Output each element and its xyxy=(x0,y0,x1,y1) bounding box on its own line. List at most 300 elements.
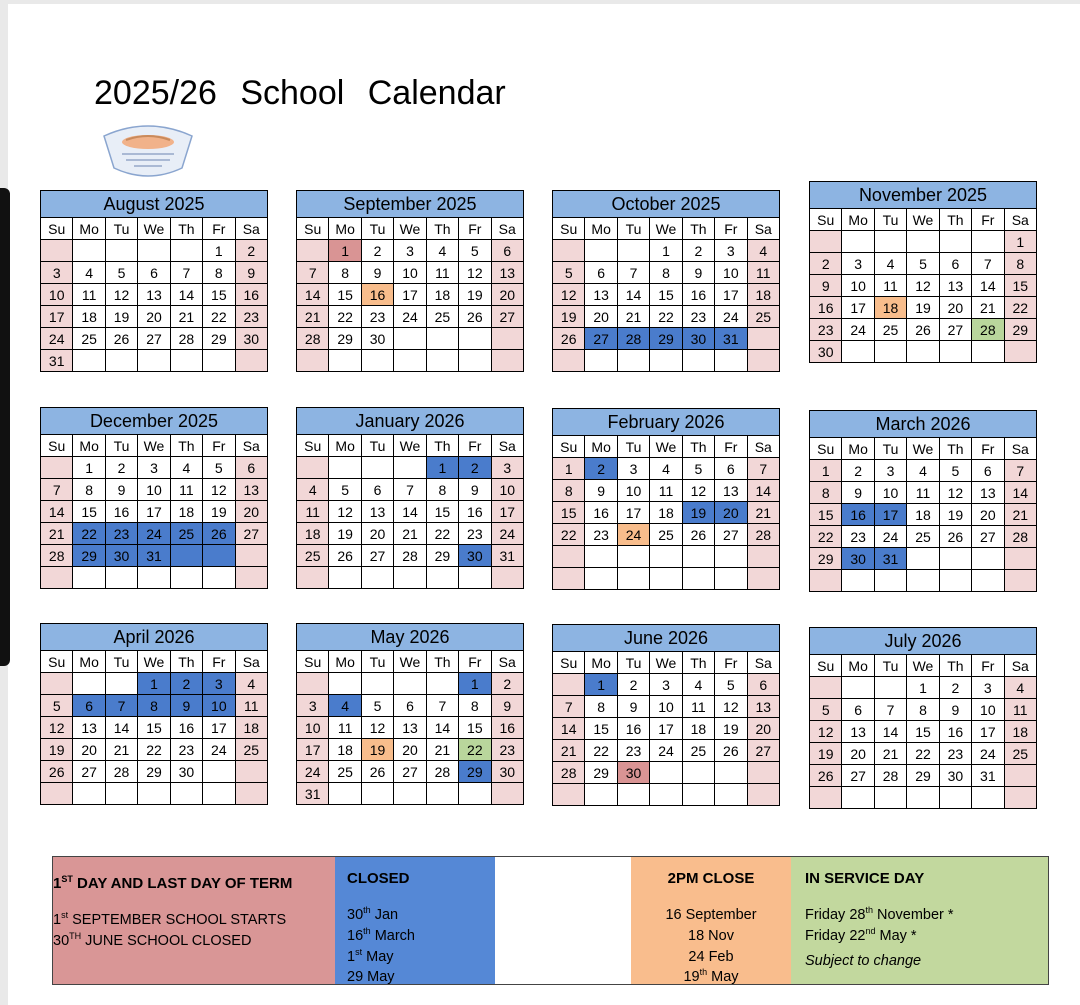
day-cell: 29 xyxy=(426,545,458,567)
empty-day-cell xyxy=(682,546,714,568)
weekday-label: Sa xyxy=(1004,438,1036,460)
empty-day-cell xyxy=(715,762,747,784)
day-cell: 6 xyxy=(842,699,874,721)
day-cell: 19 xyxy=(939,504,971,526)
day-cell: 28 xyxy=(41,545,73,567)
empty-day-cell xyxy=(617,784,649,806)
page-title: 2025/26 School Calendar xyxy=(94,74,506,112)
day-cell: 19 xyxy=(329,523,361,545)
day-cell: 19 xyxy=(459,284,491,306)
empty-day-cell xyxy=(715,568,747,590)
legend-first-last-day: 1ST DAY AND LAST DAY OF TERM 1st SEPTEMBER SCHOOL STARTS 30TH JUNE SCHOOL CLOSED xyxy=(53,857,335,984)
day-cell: 8 xyxy=(553,480,585,502)
weekday-label: Th xyxy=(170,435,202,457)
day-cell: 2 xyxy=(491,673,523,695)
day-cell: 12 xyxy=(553,284,585,306)
empty-day-cell xyxy=(747,784,780,806)
weekday-label: Fr xyxy=(715,436,747,458)
empty-day-cell xyxy=(1004,787,1037,809)
empty-day-cell xyxy=(650,762,682,784)
day-cell: 19 xyxy=(361,739,393,761)
empty-day-cell xyxy=(650,546,682,568)
day-cell: 9 xyxy=(170,695,202,717)
empty-day-cell xyxy=(585,568,617,590)
weekday-label: Tu xyxy=(874,209,906,231)
empty-day-cell xyxy=(426,673,458,695)
empty-day-cell xyxy=(73,673,105,695)
day-cell: 18 xyxy=(682,718,714,740)
day-cell: 24 xyxy=(203,739,235,761)
day-cell: 27 xyxy=(138,328,170,350)
day-cell: 17 xyxy=(972,721,1004,743)
weekday-label: We xyxy=(907,438,939,460)
day-cell: 6 xyxy=(715,458,747,480)
day-cell: 22 xyxy=(426,523,458,545)
day-cell: 17 xyxy=(874,504,906,526)
day-cell: 11 xyxy=(874,275,906,297)
day-cell: 9 xyxy=(361,262,393,284)
weekday-label: Su xyxy=(297,651,329,673)
weekday-label: Su xyxy=(41,651,73,673)
day-cell: 19 xyxy=(715,718,747,740)
day-cell: 19 xyxy=(907,297,939,319)
empty-day-cell xyxy=(394,328,426,350)
empty-day-cell xyxy=(874,787,906,809)
month-calendar xyxy=(552,408,780,590)
weekday-label: We xyxy=(650,218,682,240)
day-cell: 24 xyxy=(650,740,682,762)
day-cell: 23 xyxy=(682,306,714,328)
day-cell: 4 xyxy=(907,460,939,482)
day-cell: 31 xyxy=(715,328,747,350)
legend-date-item: 18 Nov xyxy=(688,927,734,944)
day-cell: 24 xyxy=(297,761,329,783)
day-cell: 27 xyxy=(235,523,267,545)
empty-day-cell xyxy=(842,570,874,592)
weekday-label: Th xyxy=(170,218,202,240)
day-cell: 24 xyxy=(394,306,426,328)
day-cell: 7 xyxy=(874,699,906,721)
month-title: October 2025 xyxy=(553,191,780,218)
weekday-label: Fr xyxy=(203,218,235,240)
empty-day-cell xyxy=(682,762,714,784)
day-cell: 8 xyxy=(426,479,458,501)
day-cell: 23 xyxy=(105,523,137,545)
day-cell: 22 xyxy=(138,739,170,761)
weekday-label: We xyxy=(394,651,426,673)
weekday-label: Mo xyxy=(73,218,105,240)
empty-day-cell xyxy=(491,783,523,805)
day-cell: 7 xyxy=(297,262,329,284)
day-cell: 21 xyxy=(553,740,585,762)
empty-day-cell xyxy=(810,231,842,253)
weekday-label: Mo xyxy=(73,651,105,673)
day-cell: 5 xyxy=(810,699,842,721)
day-cell: 16 xyxy=(682,284,714,306)
month-calendar xyxy=(552,190,780,372)
day-cell: 24 xyxy=(842,319,874,341)
day-cell: 7 xyxy=(170,262,202,284)
weekday-label: Tu xyxy=(617,218,649,240)
day-cell: 10 xyxy=(394,262,426,284)
day-cell: 23 xyxy=(842,526,874,548)
day-cell: 8 xyxy=(1004,253,1036,275)
day-cell: 1 xyxy=(650,240,682,262)
day-cell: 29 xyxy=(73,545,105,567)
day-cell: 13 xyxy=(235,479,267,501)
day-cell: 28 xyxy=(617,328,649,350)
empty-day-cell xyxy=(170,567,202,589)
day-cell: 31 xyxy=(297,783,329,805)
month-calendar xyxy=(809,627,1037,809)
weekday-label: Sa xyxy=(747,436,779,458)
day-cell: 31 xyxy=(972,765,1004,787)
empty-day-cell xyxy=(170,783,202,805)
day-cell: 7 xyxy=(105,695,137,717)
empty-day-cell xyxy=(585,240,617,262)
month-title: January 2026 xyxy=(297,408,524,435)
empty-day-cell xyxy=(235,567,267,589)
weekday-label: Su xyxy=(41,435,73,457)
day-cell: 22 xyxy=(907,743,939,765)
empty-day-cell xyxy=(939,341,971,363)
day-cell: 16 xyxy=(105,501,137,523)
day-cell: 4 xyxy=(682,674,714,696)
day-cell: 26 xyxy=(715,740,747,762)
day-cell: 19 xyxy=(553,306,585,328)
day-cell: 21 xyxy=(394,523,426,545)
day-cell: 15 xyxy=(810,504,842,526)
day-cell: 20 xyxy=(842,743,874,765)
day-cell: 10 xyxy=(715,262,747,284)
day-cell: 1 xyxy=(810,460,842,482)
month-calendar xyxy=(296,190,524,372)
empty-day-cell xyxy=(41,457,73,479)
day-cell: 25 xyxy=(426,306,458,328)
day-cell: 10 xyxy=(617,480,649,502)
weekday-label: Tu xyxy=(105,435,137,457)
day-cell: 20 xyxy=(491,284,523,306)
day-cell: 16 xyxy=(617,718,649,740)
weekday-label: We xyxy=(907,209,939,231)
day-cell: 25 xyxy=(747,306,779,328)
day-cell: 30 xyxy=(810,341,842,363)
empty-day-cell xyxy=(203,761,235,783)
empty-day-cell xyxy=(715,350,747,372)
legend-date-item: 19th May xyxy=(683,967,739,986)
day-cell: 28 xyxy=(874,765,906,787)
empty-day-cell xyxy=(361,673,393,695)
day-cell: 13 xyxy=(939,275,971,297)
day-cell: 2 xyxy=(842,460,874,482)
day-cell: 13 xyxy=(747,696,780,718)
day-cell: 14 xyxy=(41,501,73,523)
day-cell: 19 xyxy=(203,501,235,523)
day-cell: 31 xyxy=(41,350,73,372)
weekday-label: Fr xyxy=(459,651,491,673)
day-cell: 11 xyxy=(73,284,105,306)
empty-day-cell xyxy=(138,240,170,262)
day-cell: 1 xyxy=(585,674,617,696)
day-cell: 15 xyxy=(1004,275,1036,297)
day-cell: 2 xyxy=(361,240,393,262)
day-cell: 4 xyxy=(747,240,779,262)
empty-day-cell xyxy=(939,231,971,253)
day-cell: 30 xyxy=(617,762,649,784)
day-cell: 31 xyxy=(874,548,906,570)
empty-day-cell xyxy=(617,350,649,372)
legend-date-item: 16 September xyxy=(665,906,757,923)
weekday-label: Mo xyxy=(73,435,105,457)
day-cell: 25 xyxy=(907,526,939,548)
day-cell: 11 xyxy=(297,501,329,523)
weekday-label: We xyxy=(650,436,682,458)
weekday-label: Mo xyxy=(842,655,874,677)
day-cell: 1 xyxy=(203,240,235,262)
empty-day-cell xyxy=(842,341,874,363)
day-cell: 28 xyxy=(426,761,458,783)
day-cell: 12 xyxy=(41,717,73,739)
day-cell: 5 xyxy=(459,240,491,262)
day-cell: 30 xyxy=(682,328,714,350)
day-cell: 17 xyxy=(297,739,329,761)
legend-blank xyxy=(495,857,631,984)
day-cell: 25 xyxy=(329,761,361,783)
day-cell: 2 xyxy=(617,674,649,696)
day-cell: 8 xyxy=(585,696,617,718)
day-cell: 4 xyxy=(235,673,267,695)
empty-day-cell xyxy=(394,673,426,695)
empty-day-cell xyxy=(553,546,585,568)
day-cell: 9 xyxy=(810,275,842,297)
day-cell: 6 xyxy=(235,457,267,479)
day-cell: 1 xyxy=(553,458,585,480)
empty-day-cell xyxy=(747,350,779,372)
empty-day-cell xyxy=(329,567,361,589)
empty-day-cell xyxy=(459,567,491,589)
day-cell: 21 xyxy=(41,523,73,545)
empty-day-cell xyxy=(585,546,617,568)
day-cell: 28 xyxy=(170,328,202,350)
day-cell: 19 xyxy=(682,502,714,524)
day-cell: 29 xyxy=(459,761,491,783)
day-cell: 10 xyxy=(491,479,523,501)
month-title: June 2026 xyxy=(553,625,780,652)
weekday-label: Sa xyxy=(491,651,523,673)
day-cell: 9 xyxy=(459,479,491,501)
empty-day-cell xyxy=(650,568,682,590)
legend-date-item: 24 Feb xyxy=(688,948,734,965)
day-cell: 19 xyxy=(105,306,137,328)
day-cell: 22 xyxy=(1004,297,1036,319)
day-cell: 1 xyxy=(73,457,105,479)
day-cell: 27 xyxy=(842,765,874,787)
day-cell: 25 xyxy=(170,523,202,545)
day-cell: 5 xyxy=(329,479,361,501)
weekday-label: Su xyxy=(810,655,842,677)
empty-day-cell xyxy=(235,545,267,567)
day-cell: 6 xyxy=(361,479,393,501)
day-cell: 30 xyxy=(842,548,874,570)
day-cell: 16 xyxy=(939,721,971,743)
day-cell: 26 xyxy=(553,328,585,350)
month-title: May 2026 xyxy=(297,624,524,651)
day-cell: 26 xyxy=(361,761,393,783)
weekday-label: We xyxy=(138,651,170,673)
day-cell: 10 xyxy=(972,699,1004,721)
weekday-label: Sa xyxy=(235,435,267,457)
month-calendar xyxy=(809,410,1037,592)
day-cell: 27 xyxy=(73,761,105,783)
day-cell: 16 xyxy=(459,501,491,523)
empty-day-cell xyxy=(842,231,874,253)
empty-day-cell xyxy=(105,673,137,695)
day-cell: 13 xyxy=(715,480,747,502)
weekday-label: Su xyxy=(553,652,585,674)
empty-day-cell xyxy=(810,787,842,809)
day-cell: 4 xyxy=(297,479,329,501)
empty-day-cell xyxy=(972,787,1004,809)
empty-day-cell xyxy=(105,240,137,262)
day-cell: 17 xyxy=(138,501,170,523)
day-cell: 1 xyxy=(138,673,170,695)
weekday-label: Tu xyxy=(874,655,906,677)
day-cell: 10 xyxy=(650,696,682,718)
day-cell: 16 xyxy=(585,502,617,524)
day-cell: 2 xyxy=(170,673,202,695)
weekday-label: Su xyxy=(553,436,585,458)
day-cell: 24 xyxy=(41,328,73,350)
day-cell: 11 xyxy=(1004,699,1037,721)
empty-day-cell xyxy=(553,674,585,696)
weekday-label: Tu xyxy=(617,436,649,458)
day-cell: 9 xyxy=(235,262,267,284)
day-cell: 5 xyxy=(361,695,393,717)
weekday-label: We xyxy=(394,435,426,457)
weekday-label: Sa xyxy=(747,652,780,674)
day-cell: 27 xyxy=(585,328,617,350)
day-cell: 18 xyxy=(73,306,105,328)
legend-date-item: 1st May xyxy=(347,946,394,965)
day-cell: 2 xyxy=(682,240,714,262)
empty-day-cell xyxy=(939,787,971,809)
weekday-label: Th xyxy=(170,651,202,673)
day-cell: 14 xyxy=(297,284,329,306)
day-cell: 5 xyxy=(682,458,714,480)
day-cell: 21 xyxy=(105,739,137,761)
day-cell: 15 xyxy=(329,284,361,306)
day-cell: 5 xyxy=(715,674,747,696)
weekday-label: Th xyxy=(939,438,971,460)
empty-day-cell xyxy=(617,546,649,568)
weekday-label: Th xyxy=(939,209,971,231)
day-cell: 7 xyxy=(394,479,426,501)
day-cell: 12 xyxy=(203,479,235,501)
day-cell: 6 xyxy=(491,240,523,262)
legend-closed: CLOSED 30th Jan 16th March 1st May 29 May xyxy=(335,857,495,984)
month-calendar xyxy=(809,181,1037,363)
day-cell: 7 xyxy=(972,253,1004,275)
empty-day-cell xyxy=(491,328,523,350)
day-cell: 3 xyxy=(715,240,747,262)
empty-day-cell xyxy=(426,350,458,372)
day-cell: 12 xyxy=(361,717,393,739)
day-cell: 17 xyxy=(617,502,649,524)
day-cell: 1 xyxy=(1004,231,1036,253)
day-cell: 4 xyxy=(650,458,682,480)
day-cell: 16 xyxy=(491,717,523,739)
day-cell: 6 xyxy=(394,695,426,717)
day-cell: 3 xyxy=(842,253,874,275)
empty-day-cell xyxy=(203,350,235,372)
day-cell: 18 xyxy=(747,284,779,306)
weekday-label: Su xyxy=(297,435,329,457)
day-cell: 23 xyxy=(810,319,842,341)
weekday-label: We xyxy=(907,655,939,677)
day-cell: 10 xyxy=(138,479,170,501)
day-cell: 8 xyxy=(907,699,939,721)
day-cell: 5 xyxy=(939,460,971,482)
empty-day-cell xyxy=(426,328,458,350)
empty-day-cell xyxy=(235,761,267,783)
day-cell: 12 xyxy=(715,696,747,718)
day-cell: 12 xyxy=(329,501,361,523)
day-cell: 18 xyxy=(329,739,361,761)
day-cell: 11 xyxy=(907,482,939,504)
day-cell: 14 xyxy=(170,284,202,306)
empty-day-cell xyxy=(553,784,585,806)
weekday-label: Th xyxy=(939,655,971,677)
weekday-label: We xyxy=(650,652,682,674)
empty-day-cell xyxy=(297,673,329,695)
empty-day-cell xyxy=(682,784,714,806)
day-cell: 8 xyxy=(73,479,105,501)
day-cell: 22 xyxy=(650,306,682,328)
day-cell: 17 xyxy=(203,717,235,739)
empty-day-cell xyxy=(329,457,361,479)
day-cell: 3 xyxy=(972,677,1004,699)
day-cell: 11 xyxy=(235,695,267,717)
empty-day-cell xyxy=(203,783,235,805)
day-cell: 1 xyxy=(907,677,939,699)
weekday-label: Su xyxy=(810,438,842,460)
empty-day-cell xyxy=(329,673,361,695)
weekday-label: Sa xyxy=(235,218,267,240)
day-cell: 15 xyxy=(907,721,939,743)
day-cell: 14 xyxy=(747,480,779,502)
day-cell: 3 xyxy=(650,674,682,696)
month-calendar xyxy=(40,407,268,589)
day-cell: 23 xyxy=(459,523,491,545)
day-cell: 16 xyxy=(235,284,267,306)
day-cell: 1 xyxy=(459,673,491,695)
day-cell: 26 xyxy=(939,526,971,548)
day-cell: 13 xyxy=(73,717,105,739)
day-cell: 12 xyxy=(810,721,842,743)
empty-day-cell xyxy=(170,350,202,372)
day-cell: 21 xyxy=(747,502,779,524)
empty-day-cell xyxy=(874,570,906,592)
weekday-label: Mo xyxy=(842,438,874,460)
day-cell: 19 xyxy=(810,743,842,765)
empty-day-cell xyxy=(747,762,780,784)
weekday-label: We xyxy=(394,218,426,240)
day-cell: 7 xyxy=(747,458,779,480)
weekday-label: Sa xyxy=(1004,655,1037,677)
day-cell: 24 xyxy=(874,526,906,548)
day-cell: 15 xyxy=(73,501,105,523)
day-cell: 12 xyxy=(105,284,137,306)
